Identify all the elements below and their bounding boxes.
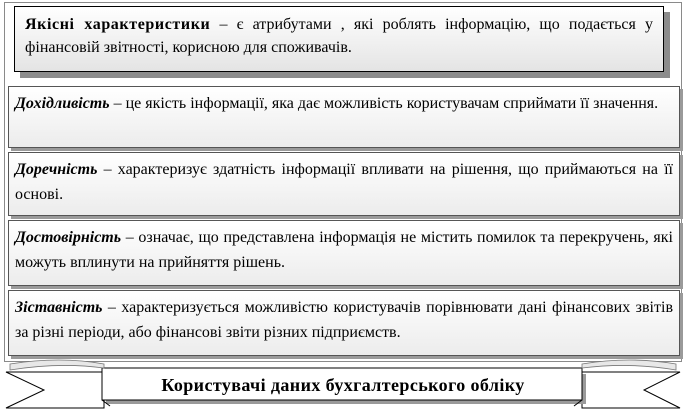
- header-box: [14, 6, 664, 72]
- card-term: Доречність: [15, 161, 98, 178]
- ribbon-left-tail: [6, 372, 104, 408]
- card-term: Дохідливість: [15, 95, 110, 112]
- card-term: Зіставність: [15, 299, 103, 316]
- ribbon-top-curl-right: [582, 360, 676, 370]
- card-term: Достовірність: [15, 229, 122, 246]
- ribbon-title: Користувачі даних бухгалтерського обліку: [161, 375, 525, 395]
- card-comparability: [8, 290, 680, 356]
- ribbon-right-tail: [582, 372, 680, 408]
- ribbon-top-curl: [10, 360, 104, 370]
- card-reliability: [8, 220, 680, 286]
- header-term: Якісні характеристики: [25, 16, 211, 33]
- card-comprehensibility: [8, 86, 680, 148]
- card-relevance: [8, 152, 680, 216]
- card-text: – означає, що представлена інформація не містить помилок та перекручень, які можуть вплинути на прийняття рішень.: [15, 229, 673, 271]
- card-text: – характеризується можливістю користувачів порівнювати дані фінансових звітів за різні періоди, або фінансові звіти різних підприємств.: [15, 299, 673, 341]
- card-text: – характеризує здатність інформації впливати на рішення, що приймаються на її основі.: [15, 161, 673, 203]
- card-text: – це якість інформації, яка дає можливість користувачам сприймати її значення.: [109, 95, 659, 112]
- header-text: – є атрибутами , які роблять інформацію, що подається у фінансовій звітності, корисною для споживачів.: [25, 16, 653, 56]
